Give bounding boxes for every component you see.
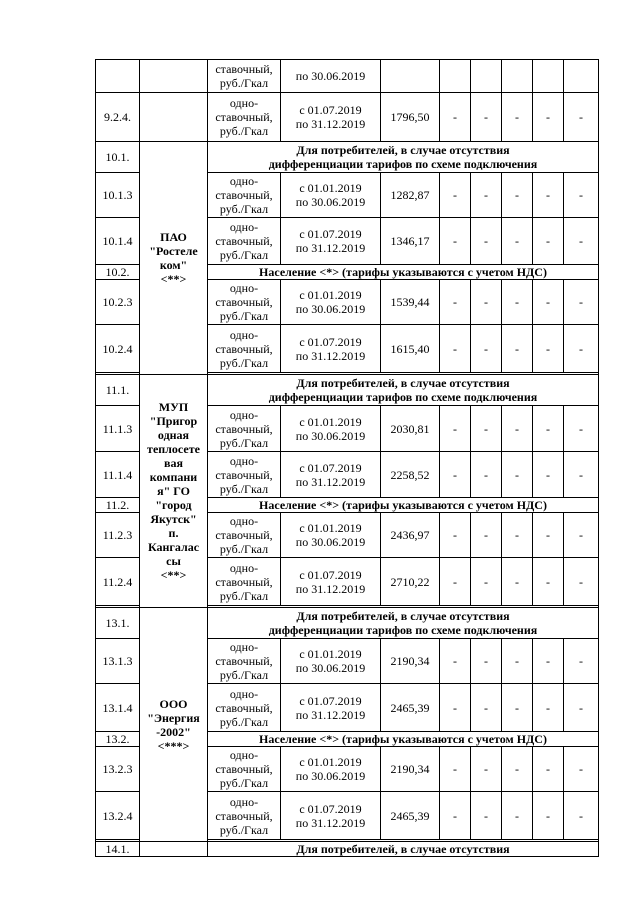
organization-name: МУП "Пригор одная теплосете вая компани я" ГО "город Якутск" п. Кангалас сы <**> [140,375,208,608]
period: с 01.07.2019 по 31.12.2019 [281,684,381,732]
dash-cell: - [471,513,502,558]
dash-cell: - [533,280,564,325]
dash-cell: - [533,558,564,606]
dash-cell: - [533,406,564,452]
dash-cell: - [564,558,599,606]
organization-cell [140,842,208,857]
dash-cell: - [471,173,502,218]
empty-cell [533,60,564,93]
dash-cell: - [471,684,502,732]
dash-cell: - [471,325,502,373]
period: по 30.06.2019 [281,60,381,93]
empty-cell [440,60,471,93]
dash-cell: - [471,452,502,498]
dash-cell: - [502,513,533,558]
dash-cell: - [564,325,599,373]
dash-cell: - [533,325,564,373]
tariff-value: 2190,34 [381,639,440,684]
dash-cell: - [564,684,599,732]
tariff-value: 2190,34 [381,747,440,792]
tariff-table [95,59,599,857]
row-number: 11.1.4 [96,452,140,498]
period: с 01.07.2019 по 31.12.2019 [281,93,381,142]
dash-cell: - [533,639,564,684]
dash-cell: - [533,218,564,265]
tariff-value: 1346,17 [381,218,440,265]
dash-cell: - [502,325,533,373]
period: с 01.07.2019 по 31.12.2019 [281,558,381,606]
dash-cell: - [533,93,564,142]
table-row [96,142,599,173]
tariff-value: 2710,22 [381,558,440,606]
organization-name: ООО "Энергия -2002" <***> [140,608,208,842]
dash-cell: - [502,747,533,792]
table-row [96,60,599,93]
tariff-value: 2436,97 [381,513,440,558]
tariff-type: одно- ставочный, руб./Гкал [208,684,281,732]
row-number: 13.2. [96,732,140,747]
dash-cell: - [471,747,502,792]
tariff-type: одно- ставочный, руб./Гкал [208,452,281,498]
dash-cell: - [564,173,599,218]
organization-cell [140,60,208,93]
dash-cell: - [440,280,471,325]
dash-cell: - [533,173,564,218]
row-number: 9.2.4. [96,93,140,142]
dash-cell: - [440,558,471,606]
period: с 01.07.2019 по 31.12.2019 [281,325,381,373]
row-number: 10.2. [96,265,140,280]
dash-cell: - [440,93,471,142]
period: с 01.07.2019 по 31.12.2019 [281,218,381,265]
row-number: 13.2.3 [96,747,140,792]
section-header: Население <*> (тарифы указываются с учетом НДС) [208,732,599,747]
dash-cell: - [533,452,564,498]
dash-cell: - [440,792,471,840]
section-header: Население <*> (тарифы указываются с учетом НДС) [208,265,599,280]
row-number: 11.2.4 [96,558,140,606]
row-number: 11.2. [96,498,140,513]
row-number: 14.1. [96,842,140,857]
section-header: Для потребителей, в случае отсутствия дифференциации тарифов по схеме подключения [208,608,599,639]
dash-cell: - [440,218,471,265]
empty-cell [564,60,599,93]
dash-cell: - [471,280,502,325]
dash-cell: - [564,747,599,792]
dash-cell: - [471,406,502,452]
period: с 01.01.2019 по 30.06.2019 [281,173,381,218]
dash-cell: - [564,280,599,325]
row-number: 13.1.3 [96,639,140,684]
row-number: 10.1.4 [96,218,140,265]
tariff-value: 2030,81 [381,406,440,452]
dash-cell: - [533,792,564,840]
dash-cell: - [440,684,471,732]
dash-cell: - [471,218,502,265]
dash-cell: - [471,639,502,684]
tariff-type: одно- ставочный, руб./Гкал [208,558,281,606]
period: с 01.01.2019 по 30.06.2019 [281,747,381,792]
organization-name: ПАО "Ростеле ком" <**> [140,142,208,375]
table-row [96,608,599,639]
dash-cell: - [564,452,599,498]
row-number: 10.2.3 [96,280,140,325]
period: с 01.01.2019 по 30.06.2019 [281,513,381,558]
tariff-value: 1282,87 [381,173,440,218]
dash-cell: - [564,513,599,558]
row-number [96,60,140,93]
dash-cell: - [440,747,471,792]
period: с 01.01.2019 по 30.06.2019 [281,406,381,452]
dash-cell: - [564,792,599,840]
dash-cell: - [502,639,533,684]
tariff-type: ставочный, руб./Гкал [208,60,281,93]
dash-cell: - [440,452,471,498]
dash-cell: - [471,792,502,840]
dash-cell: - [502,280,533,325]
period: с 01.01.2019 по 30.06.2019 [281,639,381,684]
row-number: 13.1.4 [96,684,140,732]
dash-cell: - [502,558,533,606]
dash-cell: - [440,325,471,373]
tariff-value [381,60,440,93]
dash-cell: - [440,639,471,684]
dash-cell: - [502,406,533,452]
row-number: 11.1.3 [96,406,140,452]
row-number: 10.1. [96,142,140,173]
tariff-value: 1539,44 [381,280,440,325]
dash-cell: - [564,639,599,684]
tariff-type: одно- ставочный, руб./Гкал [208,513,281,558]
period: с 01.07.2019 по 31.12.2019 [281,792,381,840]
dash-cell: - [471,93,502,142]
tariff-value: 1796,50 [381,93,440,142]
table-row [96,842,599,857]
dash-cell: - [533,747,564,792]
table-row [96,93,599,142]
dash-cell: - [533,684,564,732]
tariff-type: одно- ставочный, руб./Гкал [208,280,281,325]
dash-cell: - [564,93,599,142]
dash-cell: - [440,513,471,558]
tariff-value: 2465,39 [381,684,440,732]
dash-cell: - [502,173,533,218]
row-number: 13.1. [96,608,140,639]
dash-cell: - [533,513,564,558]
tariff-type: одно- ставочный, руб./Гкал [208,173,281,218]
tariff-type: одно- ставочный, руб./Гкал [208,406,281,452]
organization-cell [140,93,208,142]
section-header: Для потребителей, в случае отсутствия дифференциации тарифов по схеме подключения [208,375,599,406]
tariff-type: одно- ставочный, руб./Гкал [208,747,281,792]
dash-cell: - [502,684,533,732]
table-row [96,375,599,406]
tariff-type: одно- ставочный, руб./Гкал [208,325,281,373]
tariff-type: одно- ставочный, руб./Гкал [208,218,281,265]
section-header: Население <*> (тарифы указываются с учетом НДС) [208,498,599,513]
row-number: 11.1. [96,375,140,406]
row-number: 11.2.3 [96,513,140,558]
tariff-type: одно- ставочный, руб./Гкал [208,792,281,840]
dash-cell: - [440,173,471,218]
period: с 01.07.2019 по 31.12.2019 [281,452,381,498]
dash-cell: - [564,406,599,452]
tariff-type: одно- ставочный, руб./Гкал [208,639,281,684]
dash-cell: - [471,558,502,606]
dash-cell: - [502,93,533,142]
tariff-value: 2465,39 [381,792,440,840]
section-header: Для потребителей, в случае отсутствия дифференциации тарифов по схеме подключения [208,142,599,173]
tariff-value: 2258,52 [381,452,440,498]
dash-cell: - [502,452,533,498]
dash-cell: - [440,406,471,452]
empty-cell [502,60,533,93]
tariff-value: 1615,40 [381,325,440,373]
dash-cell: - [502,792,533,840]
period: с 01.01.2019 по 30.06.2019 [281,280,381,325]
dash-cell: - [502,218,533,265]
row-number: 13.2.4 [96,792,140,840]
section-header: Для потребителей, в случае отсутствия [208,842,599,857]
empty-cell [471,60,502,93]
tariff-type: одно- ставочный, руб./Гкал [208,93,281,142]
row-number: 10.2.4 [96,325,140,373]
dash-cell: - [564,218,599,265]
row-number: 10.1.3 [96,173,140,218]
